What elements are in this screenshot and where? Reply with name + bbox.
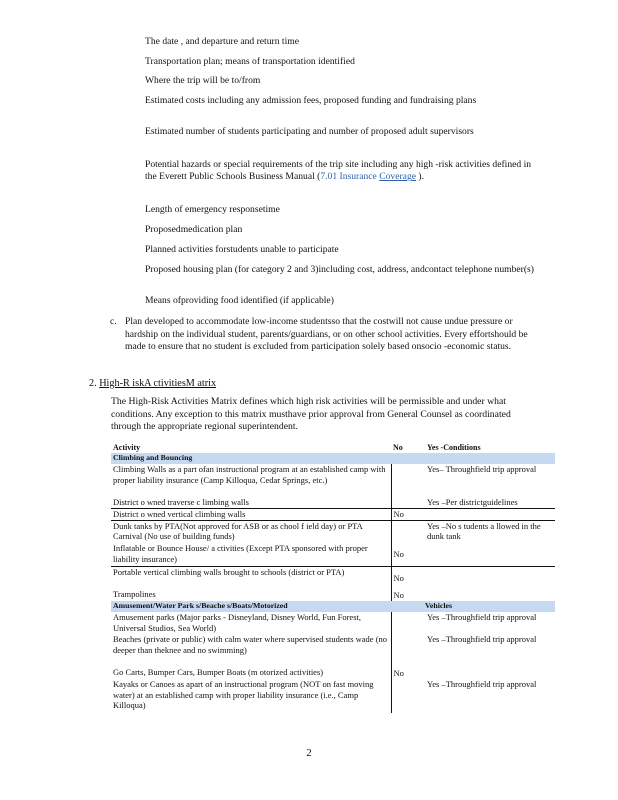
table-row bbox=[111, 520, 555, 543]
section-heading bbox=[89, 378, 216, 389]
section-number: 2. bbox=[89, 378, 97, 389]
cell-yes-conditions: Yes –Per districtguidelines bbox=[425, 497, 555, 508]
header-activity: Activity bbox=[113, 442, 141, 452]
bullet-text-end: ). bbox=[416, 171, 424, 183]
list-item bbox=[124, 224, 544, 244]
table-row bbox=[111, 679, 555, 713]
cell-yes-conditions bbox=[425, 566, 555, 589]
cell-yes-conditions bbox=[425, 543, 555, 566]
cell-no: No bbox=[393, 667, 404, 678]
cell-no bbox=[391, 464, 425, 497]
cell-activity: Dunk tanks by PTA(Not approved for ASB or as chool f ield day) or PTA Carnival (No use of building funds) bbox=[111, 520, 391, 543]
bullet-text: Estimated number of students participating and number of proposed adult supervisors bbox=[145, 126, 474, 137]
list-item bbox=[124, 75, 544, 95]
cell-activity: Go Carts, Bumper Cars, Bumper Boats (m otorized activities) bbox=[111, 667, 391, 679]
list-item bbox=[124, 159, 544, 204]
table-row bbox=[111, 634, 555, 667]
list-item bbox=[124, 56, 544, 76]
paragraph-c bbox=[110, 316, 540, 354]
table-row bbox=[111, 543, 555, 566]
cell-no bbox=[391, 520, 425, 543]
list-item bbox=[124, 126, 544, 159]
cell-activity: Inflatable or Bounce House/ a ctivities (Except PTA sponsored with proper liability insurance) bbox=[111, 543, 391, 566]
bullet-text: Where the trip will be to/from bbox=[145, 75, 261, 86]
cell-yes-conditions: Yes– Throughfield trip approval bbox=[427, 464, 537, 474]
list-item bbox=[124, 264, 544, 296]
category-label: Amusement/Water Park s/Beache s/Boats/Motorized bbox=[111, 601, 425, 612]
table-row bbox=[111, 589, 555, 601]
cell-no bbox=[391, 612, 425, 634]
bullet-text: Potential hazards or special requirements of the trip site including any high -risk activities defined in the Everett Public Schools Business Manual ( bbox=[145, 159, 532, 183]
list-item bbox=[124, 204, 544, 224]
table-row bbox=[111, 566, 555, 589]
cell-activity: Amusement parks (Major parks - Disneyland, Disney World, Fun Forest, Universal Studios, Sea World) bbox=[111, 612, 391, 634]
bullet-text: Transportation plan; means of transportation identified bbox=[145, 55, 355, 67]
cell-no: No bbox=[391, 543, 425, 566]
insurance-coverage-link[interactable]: 7.01 Insurance bbox=[320, 171, 377, 183]
table-header-row bbox=[111, 440, 555, 453]
bullet-text: Proposed housing plan (for category 2 and 3)including cost, address, andcontact telephone number(s) bbox=[145, 263, 534, 275]
cell-yes-conditions bbox=[425, 667, 555, 679]
high-risk-activities-table bbox=[111, 440, 555, 713]
bullet-text: Proposedmedication plan bbox=[145, 223, 243, 235]
header-yes-conditions: Yes -Conditions bbox=[427, 442, 481, 452]
insurance-coverage-link-continued[interactable]: Coverage bbox=[379, 171, 416, 183]
cell-activity: Trampolines bbox=[111, 589, 391, 601]
cell-no bbox=[391, 679, 425, 713]
list-item bbox=[124, 244, 544, 264]
header-no: No bbox=[393, 442, 403, 452]
cell-no: No bbox=[393, 572, 404, 583]
table-row bbox=[111, 667, 555, 679]
list-item bbox=[124, 95, 544, 127]
cell-activity: Beaches (private or public) with calm water where supervised students wade (no deeper than theknee and no swimming) bbox=[111, 634, 391, 667]
page-number: 2 bbox=[306, 747, 312, 759]
cell-yes-conditions: Yes –Throughfield trip approval bbox=[427, 612, 537, 622]
table-category-row bbox=[111, 601, 555, 612]
bullet-text: Means ofproviding food identified (if applicable) bbox=[145, 295, 334, 306]
list-item bbox=[124, 36, 544, 56]
cell-no: No bbox=[391, 508, 425, 520]
cell-activity: District o wned traverse c limbing walls bbox=[111, 497, 391, 508]
cell-yes-conditions: Yes –Throughfield trip approval bbox=[427, 679, 537, 689]
cell-no bbox=[391, 497, 425, 508]
cell-activity: District o wned vertical climbing walls bbox=[111, 508, 391, 520]
cell-activity: Climbing Walls as a part ofan instructional program at an established camp with proper liability insurance (Camp Killoqua, Cedar Springs, etc.) bbox=[111, 464, 391, 497]
cell-yes-conditions bbox=[425, 589, 555, 601]
requirements-bullet-list bbox=[124, 36, 544, 308]
table-row bbox=[111, 508, 555, 520]
paragraph-text: Plan developed to accommodate low-income studentsso that the costwill not cause undue pressure or hardship on the individual student, parents/guardians, or on other school activities. Every effortshould be made to ensure that no student is excluded from participation solely based onsocio -economic status. bbox=[125, 316, 528, 353]
category-label: Climbing and Bouncing bbox=[111, 453, 555, 464]
table-category-row bbox=[111, 453, 555, 464]
cell-yes-conditions bbox=[425, 508, 555, 520]
category-label-end: Vehicles bbox=[425, 601, 555, 612]
table-row bbox=[111, 464, 555, 497]
bullet-text: Planned activities forstudents unable to participate bbox=[145, 243, 339, 255]
matrix-intro-paragraph: The High-Risk Activities Matrix defines which high risk activities will be permissible and under what conditions. Any exception to this matrix musthave prior approval from General Counsel as coordinated through the appropriate regional superintendent. bbox=[111, 396, 511, 433]
cell-no: No bbox=[393, 589, 404, 600]
bullet-text: The date , and departure and return time bbox=[145, 36, 299, 47]
cell-yes-conditions: Yes –Throughfield trip approval bbox=[427, 634, 537, 644]
cell-yes-conditions: Yes –No s tudents a llowed in the dunk tank bbox=[427, 520, 541, 541]
table-row bbox=[111, 497, 555, 508]
cell-activity: Kayaks or Canoes as apart of an instructional program (NOT on fast moving water) at an established camp with proper liability insurance (i.e., Camp Killoqua) bbox=[111, 679, 391, 713]
cell-no bbox=[391, 634, 425, 667]
paragraph-label: c. bbox=[110, 316, 117, 327]
list-item bbox=[124, 295, 544, 308]
bullet-text: Estimated costs including any admission fees, proposed funding and fundraising plans bbox=[145, 94, 477, 106]
section-title: High-R iskA ctivitiesM atrix bbox=[99, 378, 217, 389]
table-row bbox=[111, 612, 555, 634]
cell-activity: Portable vertical climbing walls brought to schools (district or PTA) bbox=[111, 566, 391, 589]
bullet-text: Length of emergency responsetime bbox=[145, 203, 280, 215]
